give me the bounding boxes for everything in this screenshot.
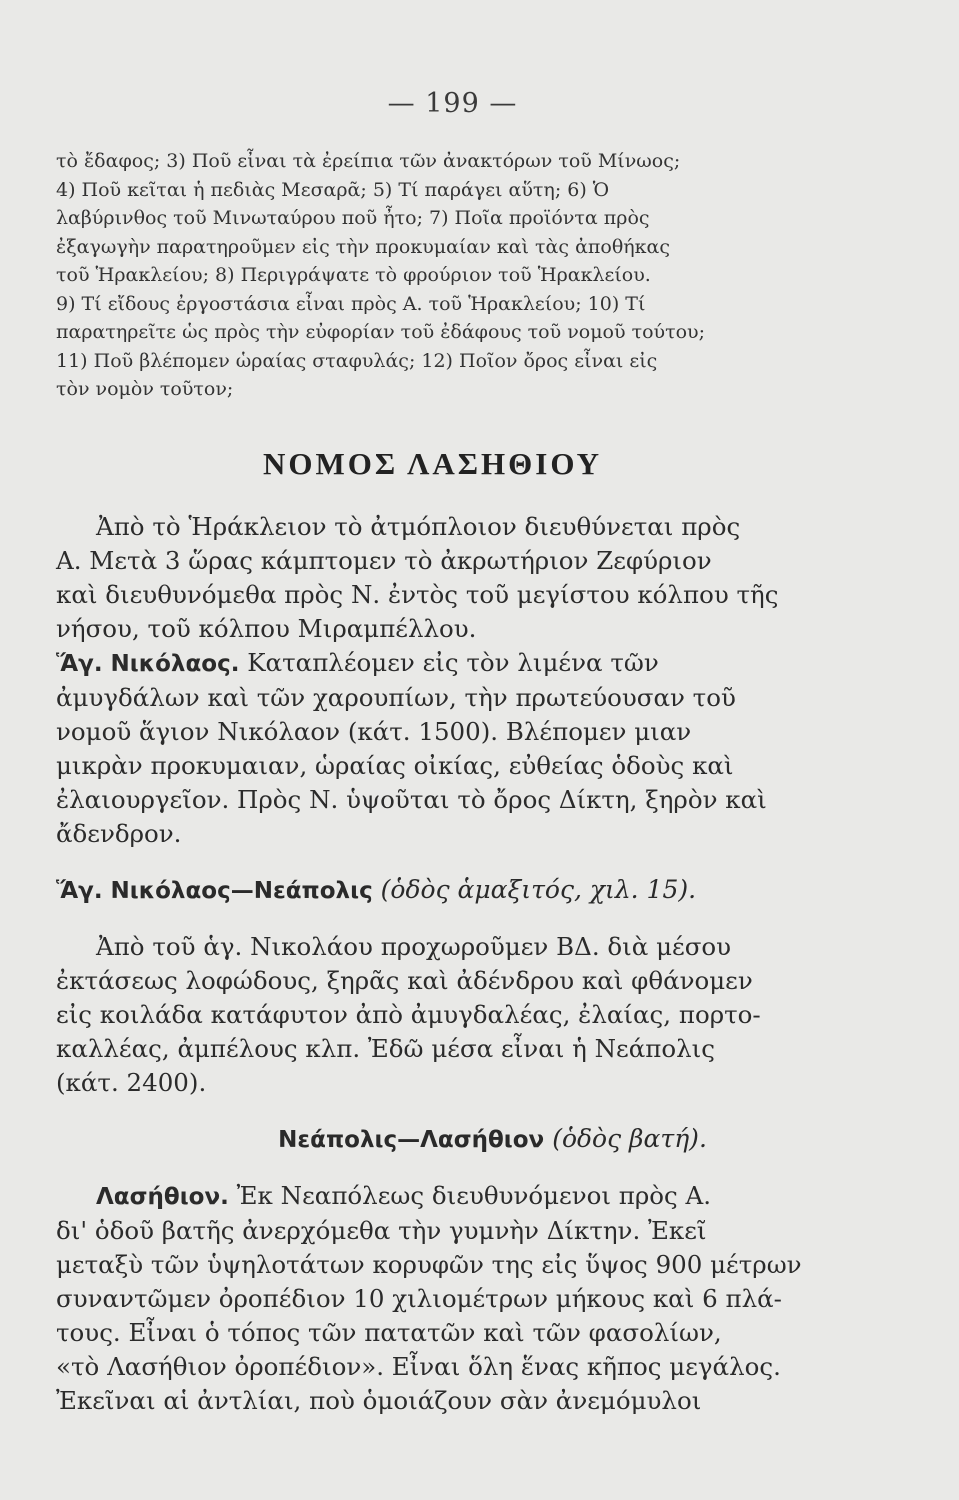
paragraph-intro — [56, 510, 789, 646]
question-line: ἐξαγωγὴν παρατηροῦμεν εἰς τὴν προκυμαίαν καὶ τὰς ἀποθήκας — [56, 235, 670, 258]
review-questions — [56, 147, 789, 404]
text-line: δι' ὁδοῦ βατῆς ἀνερχόμεθα τὴν γυμνὴν Δίκτην. Ἐκεῖ — [56, 1215, 707, 1245]
paragraph-route-neapolis — [56, 930, 789, 1100]
question-line: τοῦ Ἡρακλείου; 8) Περιγράψατε τὸ φρούριον τοῦ Ἡρακλείου. — [56, 264, 651, 286]
section-title: ΝΟΜΟΣ ΛΑΣΗΘΙΟΥ — [262, 445, 603, 481]
text-line: (κάτ. 2400). — [56, 1067, 207, 1097]
question-line: λαβύρινθος τοῦ Μινωταύρου ποῦ ἦτο; 7) Ποῖα προϊόντα πρὸς — [56, 207, 650, 229]
text-line: Ἀπὸ τοῦ ἁγ. Νικολάου προχωροῦμεν ΒΔ. διὰ μέσου — [96, 931, 732, 961]
question-line: 11) Ποῦ βλέπομεν ὡραίας σταφυλάς; 12) Ποῖον ὄρος εἶναι εἰς — [56, 349, 658, 372]
text-line — [56, 646, 789, 681]
text-span: Καταπλέομεν εἰς τὸν λιμένα τῶν — [247, 647, 659, 677]
paragraph-agios-nikolaos — [56, 646, 789, 851]
route-title: Ἅγ. Νικόλαος—Νεάπολις — [56, 877, 373, 904]
question-line: παρατηρεῖτε ὡς πρὸς τὴν εὐφορίαν τοῦ ἐδάφους τοῦ νομοῦ τούτου; — [56, 321, 705, 343]
text-line: εἰς κοιλάδα κατάφυτον ἀπὸ ἀμυγδαλέας, ἐλαίας, πορτο- — [56, 999, 761, 1029]
text-line: καλλέας, ἀμπέλους κλπ. Ἐδῶ μέσα εἶναι ἡ Νεάπολις — [56, 1033, 715, 1063]
place-heading: Λασήθιον. — [96, 1183, 229, 1210]
text-line: συναντῶμεν ὀροπέδιον 10 χιλιομέτρων μήκους καὶ 6 πλά- — [56, 1283, 782, 1313]
text-line: ἀμυγδάλων καὶ τῶν χαρουπίων, τὴν πρωτεύουσαν τοῦ — [56, 682, 736, 712]
text-line: ἐλαιουργεῖον. Πρὸς Ν. ὑψοῦται τὸ ὄρος Δίκτη, ξηρὸν καὶ — [56, 784, 767, 814]
text-line: ἐκτάσεως λοφώδους, ξηρᾶς καὶ ἀδένδρου καὶ φθάνομεν — [56, 965, 753, 995]
question-line: 9) Τί εἴδους ἐργοστάσια εἶναι πρὸς Α. τοῦ Ἡρακλείου; 10) Τί — [56, 292, 646, 315]
text-line: τους. Εἶναι ὁ τόπος τῶν πατατῶν καὶ τῶν φασολίων, — [56, 1317, 722, 1347]
text-line: ἄδενδρον. — [56, 818, 182, 848]
route-heading — [56, 1122, 789, 1157]
paragraph-lasithion — [56, 1179, 802, 1418]
text-line: νήσου, τοῦ κόλπου Μιραμπέλλου. — [56, 613, 477, 643]
text-line: νομοῦ ἅγιον Νικόλαον (κάτ. 1500). Βλέπομεν μιαν — [56, 716, 692, 746]
question-line: τὸν νομὸν τοῦτον; — [56, 378, 234, 400]
text-line: «τὸ Λασήθιον ὀροπέδιον». Εἶναι ὅλη ἕνας κῆπος μεγάλος. — [56, 1351, 781, 1381]
route-title: Νεάπολις—Λασήθιον — [278, 1126, 545, 1153]
route-detail: (ὁδὸς βατή). — [552, 1123, 707, 1153]
text-line: καὶ διευθυνόμεθα πρὸς Ν. ἐντὸς τοῦ μεγίστου κόλπου τῆς — [56, 579, 779, 609]
question-line: τὸ ἔδαφος; 3) Ποῦ εἶναι τὰ ἐρείπια τῶν ἀνακτόρων τοῦ Μίνωος; — [56, 150, 681, 172]
text-line: Α. Μετὰ 3 ὥρας κάμπτομεν τὸ ἀκρωτήριον Ζεφύριον — [56, 545, 712, 575]
text-line: μεταξὺ τῶν ὑψηλοτάτων κορυφῶν της εἰς ὕψος 900 μέτρων — [56, 1249, 802, 1279]
text-line: Ἐκεῖναι αἱ ἀντλίαι, ποὺ ὁμοιάζουν σὰν ἀνεμόμυλοι — [56, 1385, 702, 1415]
text-line: Ἀπὸ τὸ Ἡράκλειον τὸ ἀτμόπλοιον διευθύνεται πρὸς — [96, 511, 741, 541]
page-number: — 199 — — [387, 88, 518, 119]
place-heading: Ἅγ. Νικόλαος. — [56, 650, 240, 677]
route-detail: (ὁδὸς ἁμαξιτός, χιλ. 15). — [380, 874, 697, 904]
text-line — [56, 1179, 789, 1214]
text-span: Ἐκ Νεαπόλεως διευθυνόμενοι πρὸς Α. — [236, 1180, 712, 1210]
question-line: 4) Ποῦ κεῖται ἡ πεδιὰς Μεσαρᾶ; 5) Τί παράγει αὕτη; 6) Ὁ — [56, 178, 610, 201]
route-heading — [56, 873, 789, 908]
text-line: μικρὰν προκυμαιαν, ὡραίας οἰκίας, εὐθείας ὁδοὺς καὶ — [56, 750, 734, 780]
